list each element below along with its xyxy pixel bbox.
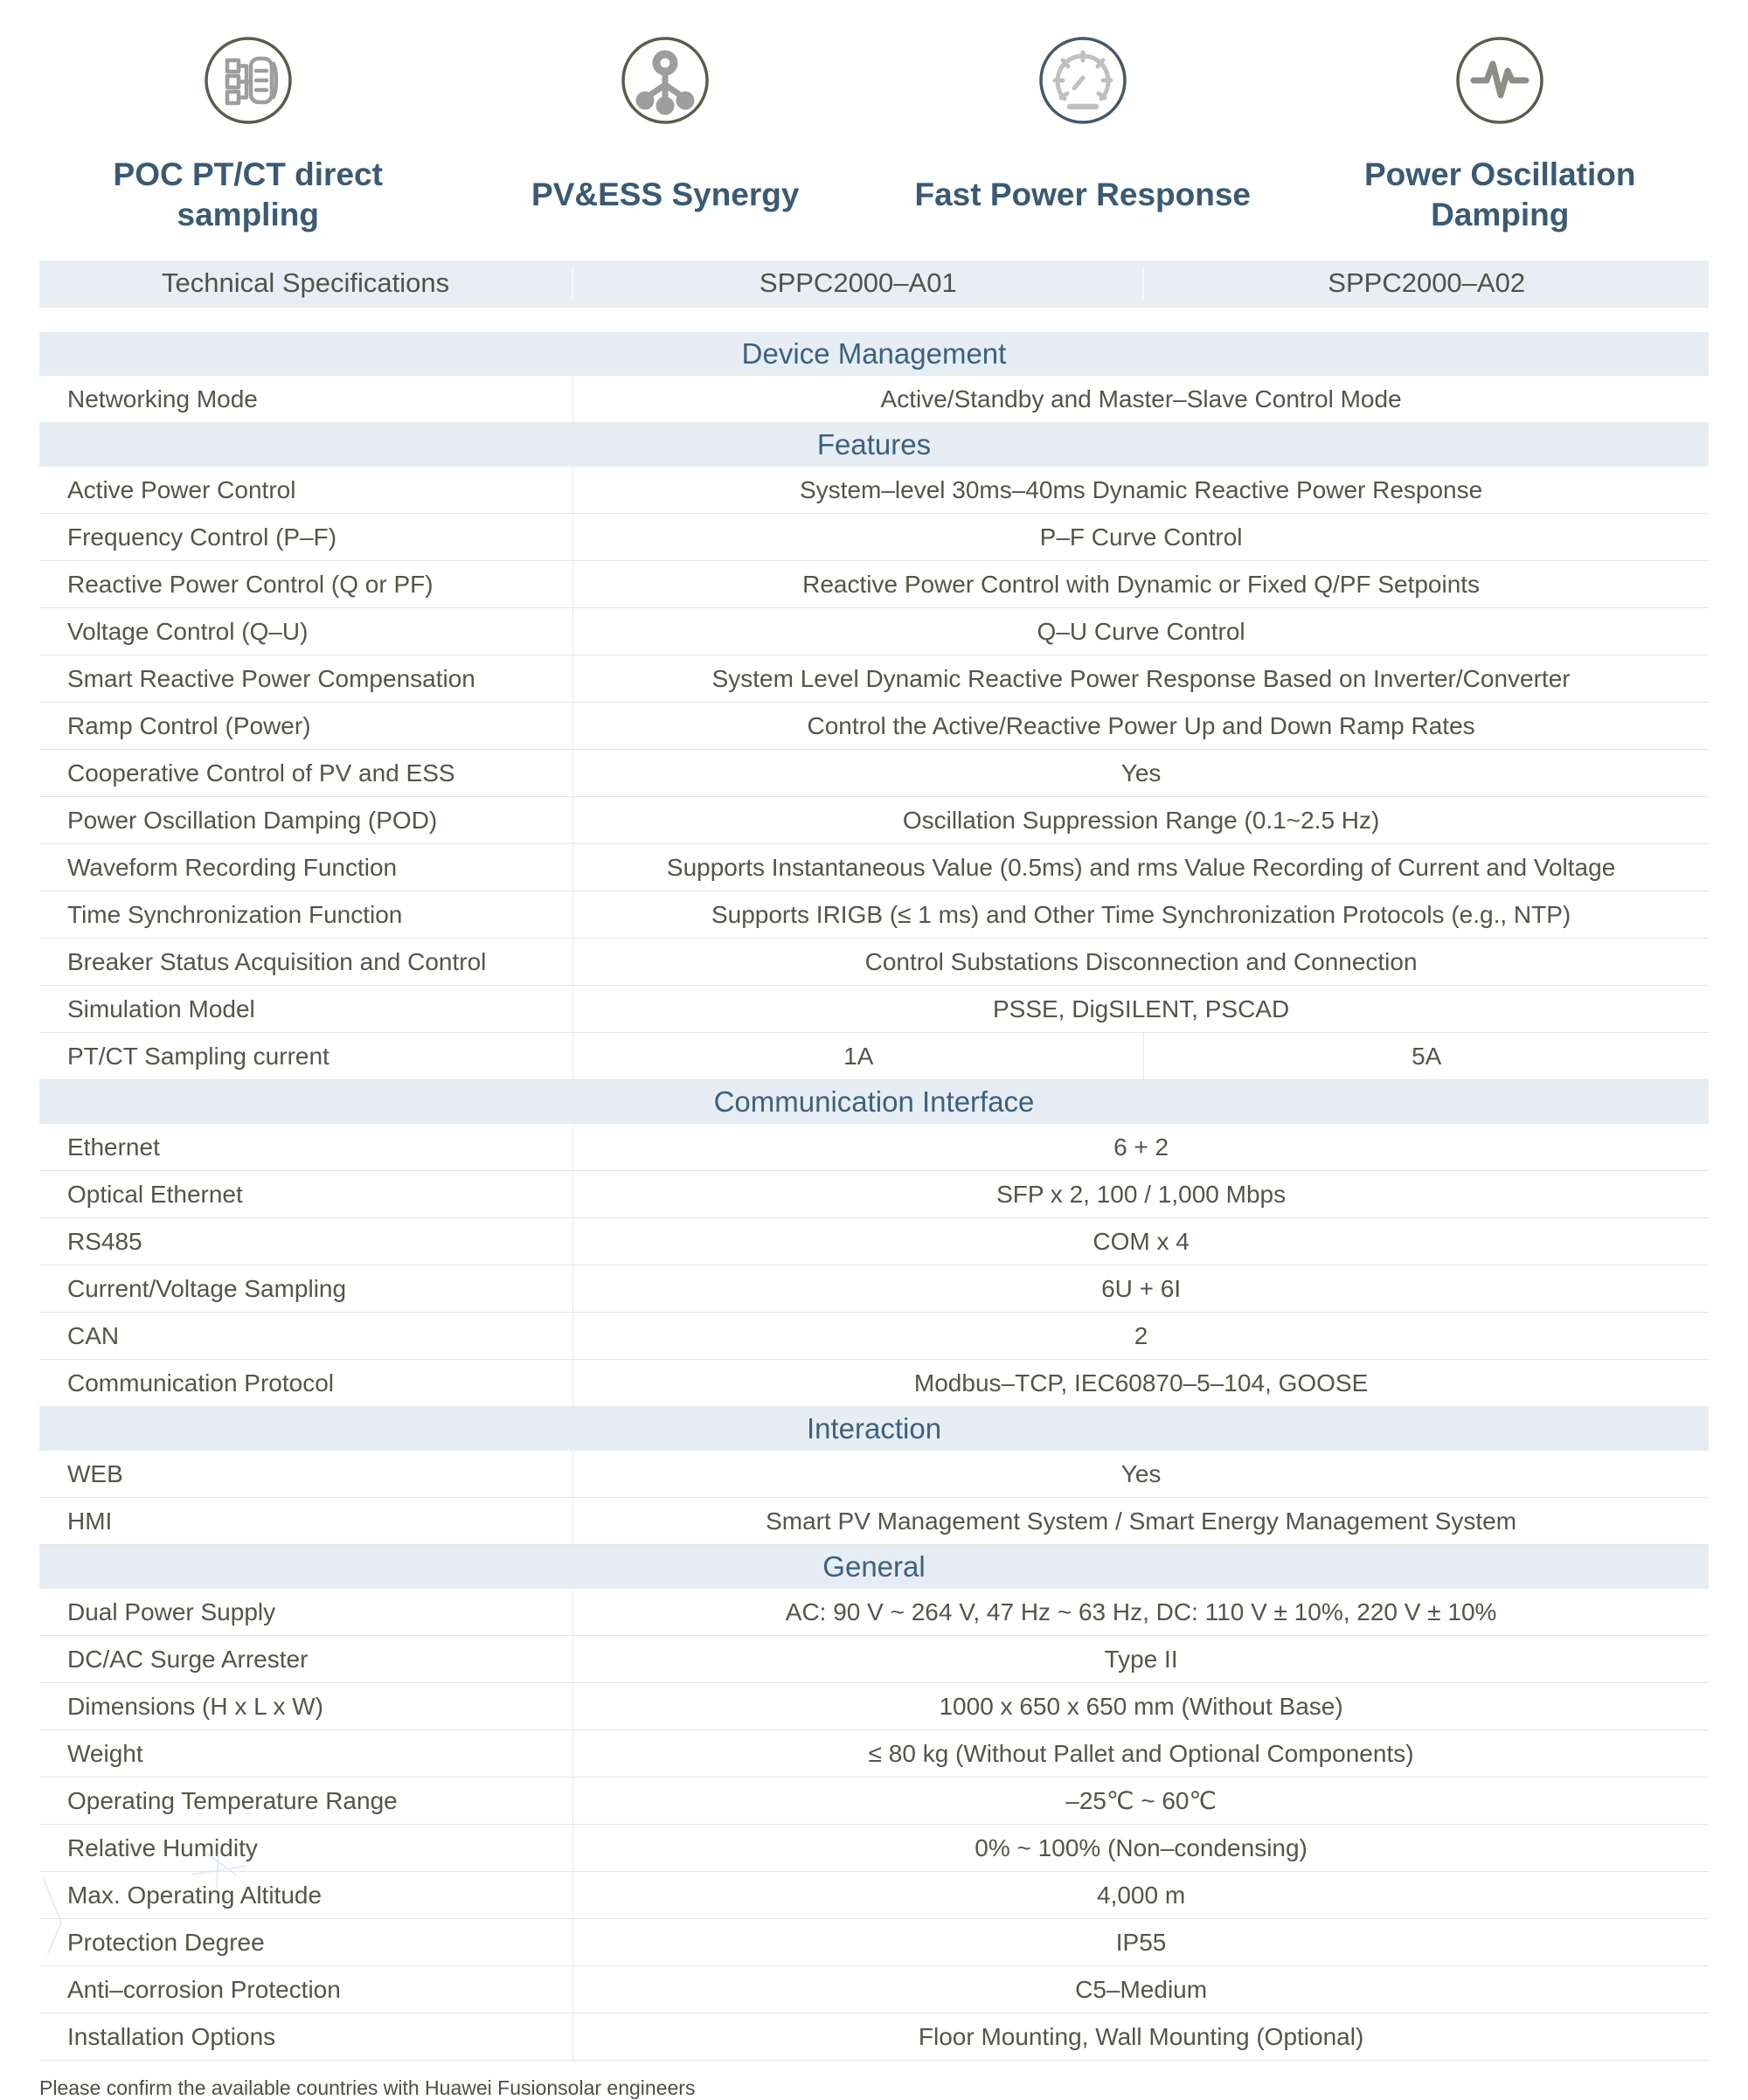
table-row — [39, 986, 1709, 1033]
row-value-a01: 1A — [573, 1033, 1144, 1079]
row-value: C5–Medium — [1075, 1975, 1208, 2003]
row-label: Ethernet — [39, 1124, 573, 1170]
section-header-general: General — [39, 1545, 1709, 1589]
row-label: Max. Operating Altitude — [39, 1872, 573, 1918]
section-header-device-management: Device Management — [39, 332, 1709, 376]
table-row — [39, 1778, 1709, 1825]
table-row — [39, 376, 1709, 423]
row-value: Control Substations Disconnection and Connection — [864, 947, 1418, 975]
table-row — [39, 1313, 1709, 1360]
row-label: Reactive Power Control (Q or PF) — [39, 561, 573, 607]
row-label: Smart Reactive Power Compensation — [39, 655, 573, 702]
row-value: Smart PV Management System / Smart Energy Management System — [766, 1507, 1517, 1535]
row-label: Simulation Model — [39, 986, 573, 1032]
pv-ess-synergy-icon — [620, 35, 711, 128]
row-value: System Level Dynamic Reactive Power Response Based on Inverter/Converter — [711, 664, 1571, 692]
row-value: System–level 30ms–40ms Dynamic Reactive Power Response — [799, 475, 1483, 503]
header-gap — [39, 308, 1709, 332]
row-label: Communication Protocol — [39, 1360, 573, 1406]
row-label: Protection Degree — [39, 1919, 573, 1965]
table-row — [39, 1730, 1709, 1778]
feature-badges — [39, 35, 1709, 241]
row-value: Active/Standby and Master–Slave Control Mode — [880, 385, 1402, 412]
table-row — [39, 1498, 1709, 1545]
spec-table — [39, 260, 1709, 2061]
row-value: COM x 4 — [1092, 1227, 1190, 1255]
table-row — [39, 1033, 1709, 1080]
section-header-communication-interface: Communication Interface — [39, 1080, 1709, 1124]
table-row — [39, 1265, 1709, 1313]
row-label: Installation Options — [39, 2013, 573, 2060]
row-label: Voltage Control (Q–U) — [39, 608, 573, 655]
row-label: Networking Mode — [39, 376, 573, 422]
badge-label: POC PT/CT direct sampling — [113, 156, 383, 232]
table-row — [39, 939, 1709, 986]
column-header-a01: SPPC2000–A01 — [573, 267, 1144, 299]
table-row — [39, 1825, 1709, 1872]
table-row — [39, 608, 1709, 655]
footnote: Please confirm the available countries with Huawei Fusionsolar engineers — [39, 2076, 696, 2099]
speedometer-icon — [1037, 35, 1128, 128]
table-row — [39, 891, 1709, 939]
table-row — [39, 1451, 1709, 1498]
table-row — [39, 750, 1709, 797]
table-row — [39, 2013, 1709, 2061]
badge-fast-power-response — [874, 35, 1292, 241]
table-row — [39, 844, 1709, 891]
row-label: Breaker Status Acquisition and Control — [39, 939, 573, 985]
row-label: Time Synchronization Function — [39, 891, 573, 938]
table-row — [39, 1636, 1709, 1683]
row-label: Current/Voltage Sampling — [39, 1265, 573, 1312]
row-value: Control the Active/Reactive Power Up and Down Ramp Rates — [807, 711, 1475, 739]
table-row — [39, 703, 1709, 750]
table-row — [39, 1966, 1709, 2013]
row-value: SFP x 2, 100 / 1,000 Mbps — [996, 1180, 1287, 1208]
badge-label: Power Oscillation Damping — [1364, 156, 1636, 232]
row-label: Anti–corrosion Protection — [39, 1966, 573, 2013]
row-value: Yes — [1120, 1459, 1162, 1487]
poc-sampling-icon — [203, 35, 294, 128]
row-label: Optical Ethernet — [39, 1171, 573, 1217]
row-label: Ramp Control (Power) — [39, 703, 573, 749]
row-value: Floor Mounting, Wall Mounting (Optional) — [918, 2022, 1364, 2050]
table-row — [39, 1171, 1709, 1218]
row-label: Power Oscillation Damping (POD) — [39, 797, 573, 843]
table-row — [39, 561, 1709, 608]
column-header-specs: Technical Specifications — [39, 267, 573, 299]
row-label: Dual Power Supply — [39, 1589, 573, 1635]
row-label: Frequency Control (P–F) — [39, 514, 573, 560]
row-value: IP55 — [1115, 1928, 1167, 1956]
row-label: HMI — [39, 1498, 573, 1544]
badge-label: Fast Power Response — [914, 176, 1251, 212]
row-value: 4,000 m — [1097, 1881, 1186, 1909]
row-value: Type II — [1104, 1645, 1178, 1673]
row-value: 2 — [1134, 1321, 1148, 1349]
spec-table-body — [39, 332, 1709, 2061]
row-value: 0% ~ 100% (Non–condensing) — [975, 1833, 1308, 1861]
table-row — [39, 1919, 1709, 1966]
row-value: –25℃ ~ 60℃ — [1065, 1787, 1217, 1814]
row-value-a02: 5A — [1412, 1042, 1442, 1070]
table-row — [39, 1360, 1709, 1407]
badge-label: PV&ESS Synergy — [531, 176, 800, 212]
row-label: DC/AC Surge Arrester — [39, 1636, 573, 1682]
section-header-features: Features — [39, 423, 1709, 467]
row-value: P–F Curve Control — [1039, 523, 1243, 551]
pulse-wave-icon — [1454, 35, 1545, 128]
row-label: Waveform Recording Function — [39, 844, 573, 891]
row-label: CAN — [39, 1313, 573, 1359]
row-label: Operating Temperature Range — [39, 1778, 573, 1824]
table-row — [39, 1589, 1709, 1636]
row-value: Q–U Curve Control — [1037, 617, 1245, 645]
row-value: AC: 90 V ~ 264 V, 47 Hz ~ 63 Hz, DC: 110 V ± 10%, 220 V ± 10% — [785, 1598, 1497, 1625]
table-row — [39, 655, 1709, 703]
row-label: Active Power Control — [39, 467, 573, 513]
row-value: Supports IRIGB (≤ 1 ms) and Other Time Synchronization Protocols (e.g., NTP) — [711, 900, 1571, 928]
row-value: Supports Instantaneous Value (0.5ms) and rms Value Recording of Current and Voltage — [666, 853, 1616, 881]
column-header-a02: SPPC2000–A02 — [1328, 267, 1526, 298]
badge-power-oscillation-damping — [1292, 35, 1710, 241]
badge-poc-sampling — [39, 35, 457, 241]
table-row — [39, 797, 1709, 844]
section-header-interaction: Interaction — [39, 1407, 1709, 1451]
table-header-row — [39, 260, 1709, 308]
row-value: PSSE, DigSILENT, PSCAD — [992, 995, 1290, 1022]
table-row — [39, 1218, 1709, 1265]
row-label: Cooperative Control of PV and ESS — [39, 750, 573, 796]
table-row — [39, 467, 1709, 514]
row-value: ≤ 80 kg (Without Pallet and Optional Components) — [868, 1739, 1414, 1767]
row-value: Yes — [1120, 759, 1162, 787]
row-value: 6 + 2 — [1113, 1133, 1169, 1161]
row-label: Weight — [39, 1730, 573, 1777]
row-value: Reactive Power Control with Dynamic or Fixed Q/PF Setpoints — [802, 570, 1481, 598]
badge-pv-ess-synergy — [457, 35, 875, 241]
row-value: 1000 x 650 x 650 mm (Without Base) — [939, 1692, 1343, 1720]
table-row — [39, 514, 1709, 561]
row-value: 6U + 6I — [1101, 1274, 1182, 1302]
row-label: Relative Humidity — [39, 1825, 573, 1871]
table-row — [39, 1683, 1709, 1730]
table-row — [39, 1872, 1709, 1919]
row-label: PT/CT Sampling current — [39, 1033, 573, 1079]
row-value: Oscillation Suppression Range (0.1~2.5 Hz) — [902, 806, 1380, 834]
row-label: RS485 — [39, 1218, 573, 1265]
table-row — [39, 1124, 1709, 1171]
row-label: WEB — [39, 1451, 573, 1497]
row-label: Dimensions (H x L x W) — [39, 1683, 573, 1729]
row-value: Modbus–TCP, IEC60870–5–104, GOOSE — [913, 1369, 1369, 1397]
